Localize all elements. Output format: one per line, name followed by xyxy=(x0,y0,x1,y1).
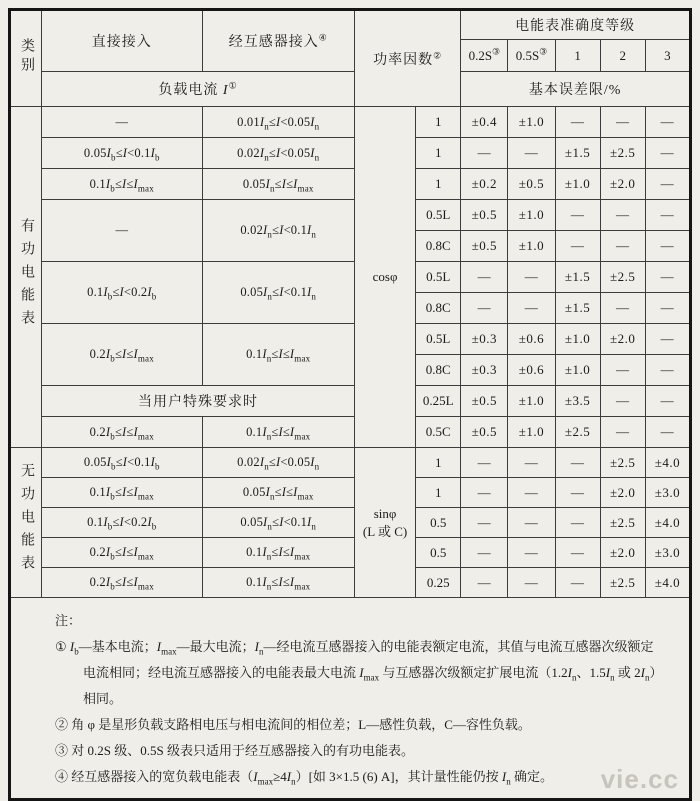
error-cell: ±1.0 xyxy=(508,231,555,262)
error-cell: ±4.0 xyxy=(645,508,690,538)
pf-value-cell: 1 xyxy=(416,107,461,138)
header-accuracy-title: 电能表准确度等级 xyxy=(461,10,691,40)
error-cell: — xyxy=(461,478,508,508)
error-cell: ±1.0 xyxy=(508,200,555,231)
range-via-cell: $0.1I_n\le I\le I_{max}$ xyxy=(202,417,354,448)
error-cell: ±1.0 xyxy=(555,355,600,386)
error-cell: — xyxy=(645,107,690,138)
error-cell: ±2.5 xyxy=(600,138,645,169)
pf-value-cell: 1 xyxy=(416,448,461,478)
header-class-05s: 0.5S③ xyxy=(508,40,555,72)
error-cell: — xyxy=(645,169,690,200)
error-cell: ±0.3 xyxy=(461,355,508,386)
error-cell: — xyxy=(555,478,600,508)
error-cell: ±1.0 xyxy=(508,386,555,417)
range-direct-cell: $0.1I_b\le I\le I_{max}$ xyxy=(42,169,202,200)
table-row xyxy=(10,324,691,355)
notes-title: 注： xyxy=(55,613,82,628)
range-via-cell: $0.01I_n\le I<0.05I_n$ xyxy=(202,107,354,138)
header-row-1 xyxy=(10,10,691,40)
error-cell: — xyxy=(555,107,600,138)
error-cell: ±0.5 xyxy=(461,417,508,448)
error-cell: — xyxy=(508,293,555,324)
table-row xyxy=(10,478,691,508)
error-cell: ±0.2 xyxy=(461,169,508,200)
error-cell: — xyxy=(461,568,508,598)
range-direct-cell: $0.2I_b\le I\le I_{max}$ xyxy=(42,538,202,568)
error-cell: ±0.4 xyxy=(461,107,508,138)
range-via-cell: $0.05I_n\le I\le I_{max}$ xyxy=(202,169,354,200)
error-cell: — xyxy=(555,508,600,538)
table-row xyxy=(10,200,691,231)
error-cell: ±2.5 xyxy=(600,262,645,293)
pf-value-cell: 0.5L xyxy=(416,200,461,231)
table-row xyxy=(10,107,691,138)
range-via-cell: $0.02I_n\le I<0.05I_n$ xyxy=(202,138,354,169)
header-error-limit: 基本误差限/% xyxy=(461,72,691,107)
range-via-cell: $0.1I_n\le I\le I_{max}$ xyxy=(202,538,354,568)
header-class-1: 1 xyxy=(555,40,600,72)
header-power-factor: 功率因数② xyxy=(354,10,460,107)
pf-value-cell: 0.5L xyxy=(416,324,461,355)
error-cell: — xyxy=(555,200,600,231)
table-row xyxy=(10,386,691,417)
error-cell: — xyxy=(555,568,600,598)
error-cell: ±2.0 xyxy=(600,169,645,200)
range-via-cell: $0.05I_n\le I<0.1I_n$ xyxy=(202,262,354,324)
pf-value-cell: 0.8C xyxy=(416,355,461,386)
header-class-2: 2 xyxy=(600,40,645,72)
section-active-label-cell xyxy=(10,107,42,448)
error-cell: — xyxy=(508,138,555,169)
error-cell: — xyxy=(600,107,645,138)
error-cell: ±0.5 xyxy=(508,169,555,200)
error-cell: ±2.5 xyxy=(600,568,645,598)
table-row xyxy=(10,538,691,568)
error-cell: ±1.5 xyxy=(555,138,600,169)
range-direct-cell: — xyxy=(42,107,202,138)
error-cell: — xyxy=(461,448,508,478)
header-via-ct: 经互感器接入④ xyxy=(202,10,354,72)
error-cell: ±2.5 xyxy=(600,448,645,478)
error-cell: — xyxy=(645,386,690,417)
error-cell: — xyxy=(600,231,645,262)
special-request-cell: 当用户特殊要求时 xyxy=(42,386,355,417)
range-via-cell: $0.02I_n\le I<0.05I_n$ xyxy=(202,448,354,478)
error-cell: — xyxy=(508,568,555,598)
pf-value-cell: 1 xyxy=(416,478,461,508)
error-cell: ±0.3 xyxy=(461,324,508,355)
error-cell: ±2.0 xyxy=(600,324,645,355)
error-cell: — xyxy=(508,448,555,478)
range-direct-cell: $0.2I_b\le I\le I_{max}$ xyxy=(42,417,202,448)
error-cell: — xyxy=(645,355,690,386)
error-cell: ±1.0 xyxy=(508,107,555,138)
table-row xyxy=(10,508,691,538)
error-cell: ±2.0 xyxy=(600,538,645,568)
error-cell: ±4.0 xyxy=(645,448,690,478)
header-row-3 xyxy=(10,72,691,107)
header-category-label: 类别 xyxy=(19,37,35,76)
table-row xyxy=(10,169,691,200)
header-category xyxy=(10,10,42,107)
pf-value-cell: 1 xyxy=(416,169,461,200)
range-direct-cell: $0.1I_b\le I<0.2I_b$ xyxy=(42,508,202,538)
error-cell: — xyxy=(645,324,690,355)
note-2: ② 角 φ 是星形负载支路相电压与相电流间的相位差；L—感性负载，C—容性负载。 xyxy=(55,717,531,732)
pf-value-cell: 0.5 xyxy=(416,538,461,568)
error-cell: ±1.0 xyxy=(555,324,600,355)
accuracy-table xyxy=(8,8,692,801)
range-via-cell: $0.1I_n\le I\le I_{max}$ xyxy=(202,568,354,598)
table-row xyxy=(10,417,691,448)
range-via-cell: $0.02I_n\le I<0.1I_n$ xyxy=(202,200,354,262)
error-cell: — xyxy=(600,293,645,324)
error-cell: ±3.5 xyxy=(555,386,600,417)
pf-value-cell: 1 xyxy=(416,138,461,169)
header-direct: 直接接入 xyxy=(42,10,202,72)
error-cell: ±2.0 xyxy=(600,478,645,508)
note-4: ④ 经互感器接入的宽负载电能表$(I_{max}\ge 4I_n)$[如 3×1.5 (6) A]，其计量性能仍按 $I_n$ 确定。 xyxy=(55,769,553,787)
error-cell: — xyxy=(461,538,508,568)
range-direct-cell: $0.1I_b\le I<0.2I_b$ xyxy=(42,262,202,324)
header-class-3: 3 xyxy=(645,40,690,72)
range-direct-cell: $0.1I_b\le I\le I_{max}$ xyxy=(42,478,202,508)
error-cell: — xyxy=(555,231,600,262)
error-cell: — xyxy=(508,478,555,508)
range-direct-cell: — xyxy=(42,200,202,262)
error-cell: — xyxy=(461,293,508,324)
range-direct-cell: $0.2I_b\le I\le I_{max}$ xyxy=(42,324,202,386)
error-cell: ±1.5 xyxy=(555,262,600,293)
error-cell: ±3.0 xyxy=(645,478,690,508)
error-cell: ±3.0 xyxy=(645,538,690,568)
error-cell: ±0.5 xyxy=(461,231,508,262)
table-row xyxy=(10,568,691,598)
error-cell: — xyxy=(645,200,690,231)
pf-symbol-cos: cosφ xyxy=(354,107,415,448)
range-via-cell: $0.05I_n\le I\le I_{max}$ xyxy=(202,478,354,508)
notes-row xyxy=(10,598,691,800)
error-cell: — xyxy=(508,262,555,293)
error-cell: — xyxy=(600,355,645,386)
error-cell: ±1.0 xyxy=(555,169,600,200)
pf-value-cell: 0.8C xyxy=(416,231,461,262)
header-class-02s: 0.2S③ xyxy=(461,40,508,72)
note-1: ① $I_b—$基本电流；$I_{max}—$最大电流；$I_n—$经电流互感器接入的电能表额定电流，其值与电流互感器次级额定电流相同；经电流互感器接入的电能表最大电流 $I_{max}$ 与互感器次级额定扩展电流（$1.2I_n$、$1.5I_n$ 或 $2I_n$）相同。 xyxy=(55,639,663,706)
error-cell: ±0.6 xyxy=(508,324,555,355)
range-direct-cell: $0.05I_b\le I<0.1I_b$ xyxy=(42,138,202,169)
pf-value-cell: 0.5C xyxy=(416,417,461,448)
table-row xyxy=(10,262,691,293)
watermark: vie.cc xyxy=(600,764,679,794)
range-via-cell: $0.1I_n\le I\le I_{max}$ xyxy=(202,324,354,386)
error-cell: — xyxy=(461,138,508,169)
error-cell: — xyxy=(461,262,508,293)
notes-cell xyxy=(10,598,691,800)
range-direct-cell: $0.2I_b\le I\le I_{max}$ xyxy=(42,568,202,598)
error-cell: — xyxy=(508,538,555,568)
error-cell: ±4.0 xyxy=(645,568,690,598)
error-cell: — xyxy=(600,417,645,448)
table-row xyxy=(10,138,691,169)
section-reactive-label: 无功电能表 xyxy=(19,463,35,578)
error-cell: ±0.5 xyxy=(461,386,508,417)
error-cell: ±2.5 xyxy=(600,508,645,538)
section-active-label: 有功电能表 xyxy=(19,217,35,333)
error-cell: — xyxy=(600,386,645,417)
error-cell: ±1.0 xyxy=(508,417,555,448)
error-cell: — xyxy=(508,508,555,538)
pf-value-cell: 0.25 xyxy=(416,568,461,598)
error-cell: — xyxy=(645,417,690,448)
error-cell: — xyxy=(645,293,690,324)
range-direct-cell: $0.05I_b\le I<0.1I_b$ xyxy=(42,448,202,478)
note-3: ③ 对 0.2S 级、0.5S 级表只适用于经互感器接入的有功电能表。 xyxy=(55,743,414,758)
range-via-cell: $0.05I_n\le I<0.1I_n$ xyxy=(202,508,354,538)
error-cell: — xyxy=(461,508,508,538)
error-cell: — xyxy=(645,262,690,293)
pf-value-cell: 0.25L xyxy=(416,386,461,417)
error-cell: — xyxy=(600,200,645,231)
header-load-current: 负载电流 I① xyxy=(42,72,355,107)
error-cell: ±1.5 xyxy=(555,293,600,324)
error-cell: — xyxy=(645,138,690,169)
error-cell: ±0.5 xyxy=(461,200,508,231)
pf-value-cell: 0.8C xyxy=(416,293,461,324)
error-cell: — xyxy=(645,231,690,262)
pf-value-cell: 0.5L xyxy=(416,262,461,293)
error-cell: ±0.6 xyxy=(508,355,555,386)
table-row xyxy=(10,448,691,478)
pf-symbol-sin: sinφ (L 或 C) xyxy=(354,448,415,598)
pf-value-cell: 0.5 xyxy=(416,508,461,538)
section-reactive-label-cell xyxy=(10,448,42,598)
error-cell: ±2.5 xyxy=(555,417,600,448)
error-cell: — xyxy=(555,538,600,568)
error-cell: — xyxy=(555,448,600,478)
